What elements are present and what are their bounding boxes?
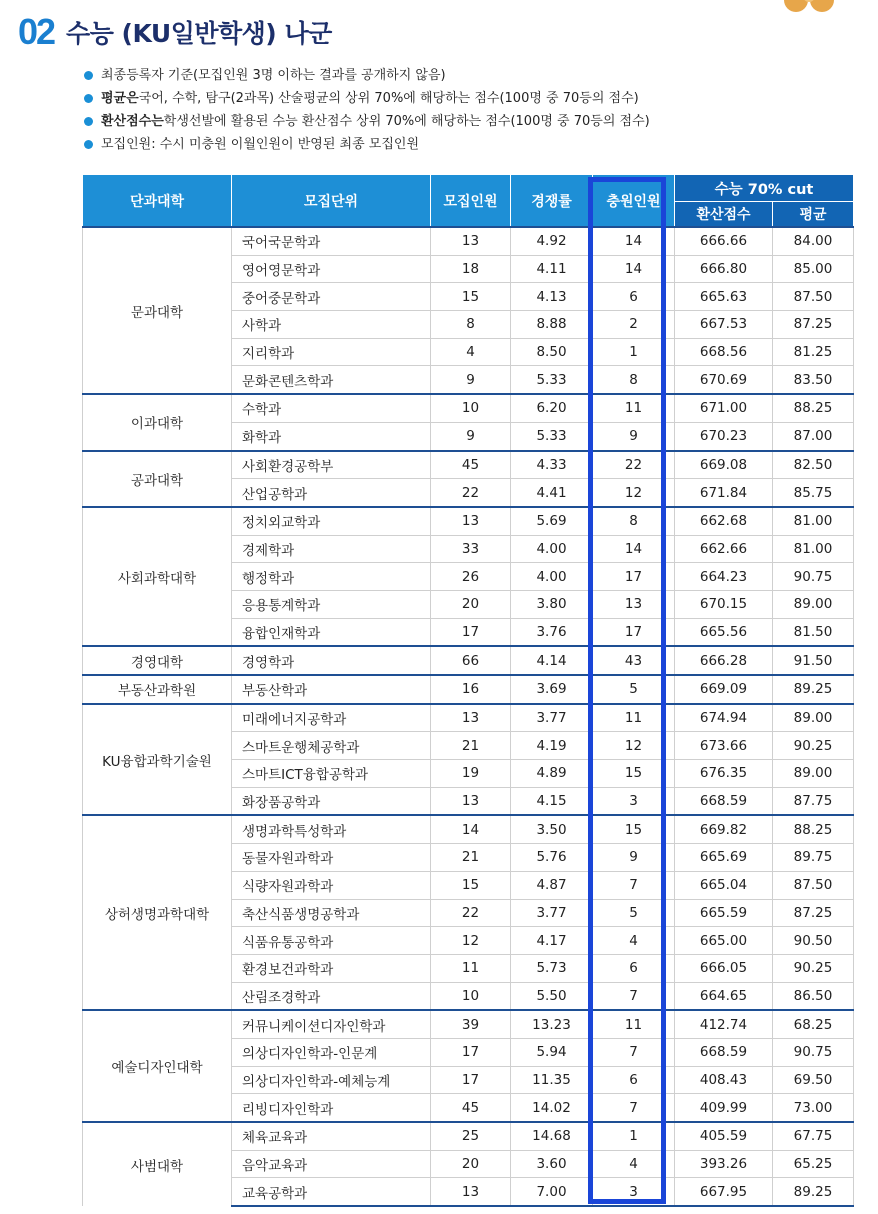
- mascot-icon: [782, 0, 838, 16]
- department-cell: 교육공학과: [232, 1178, 431, 1206]
- average-cell: 85.75: [773, 479, 854, 507]
- additional-cell: 13: [593, 590, 675, 618]
- competition-cell: 13.23: [511, 1010, 593, 1038]
- competition-cell: 5.76: [511, 844, 593, 872]
- converted-cell: 666.80: [675, 255, 773, 283]
- additional-cell: 3: [593, 1178, 675, 1206]
- competition-cell: 4.41: [511, 479, 593, 507]
- average-cell: 81.25: [773, 338, 854, 366]
- quota-cell: 13: [431, 787, 511, 815]
- converted-cell: 670.15: [675, 590, 773, 618]
- competition-cell: 4.14: [511, 646, 593, 675]
- additional-cell: 7: [593, 982, 675, 1010]
- bullet-icon: [84, 71, 93, 80]
- department-cell: 축산식품생명공학과: [232, 899, 431, 927]
- table-row: [83, 507, 854, 535]
- department-cell: 커뮤니케이션디자인학과: [232, 1010, 431, 1038]
- average-cell: 68.25: [773, 1010, 854, 1038]
- quota-cell: 33: [431, 535, 511, 563]
- additional-cell: 6: [593, 283, 675, 311]
- additional-cell: 12: [593, 732, 675, 760]
- quota-cell: 20: [431, 590, 511, 618]
- page-title: 수능 (KU일반학생) 나군: [66, 19, 332, 48]
- additional-cell: 8: [593, 366, 675, 394]
- average-cell: 81.50: [773, 618, 854, 646]
- quota-cell: 15: [431, 871, 511, 899]
- converted-cell: 412.74: [675, 1010, 773, 1038]
- average-cell: 90.25: [773, 954, 854, 982]
- department-cell: 의상디자인학과-인문계: [232, 1038, 431, 1066]
- additional-cell: 17: [593, 618, 675, 646]
- quota-cell: 45: [431, 1094, 511, 1122]
- header-converted: 환산점수: [675, 202, 773, 228]
- quota-cell: 17: [431, 618, 511, 646]
- table-row: [83, 394, 854, 422]
- quota-cell: 22: [431, 899, 511, 927]
- average-cell: 67.75: [773, 1122, 854, 1150]
- quota-cell: 10: [431, 394, 511, 422]
- note-item: 환산점수는 학생선발에 활용된 수능 환산점수 상위 70%에 해당하는 점수(100명 중 70등의 점수): [84, 110, 650, 133]
- department-cell: 중어중문학과: [232, 283, 431, 311]
- college-cell: 사회과학대학: [83, 507, 232, 646]
- average-cell: 84.00: [773, 227, 854, 255]
- converted-cell: 662.66: [675, 535, 773, 563]
- competition-cell: 5.50: [511, 982, 593, 1010]
- converted-cell: 664.65: [675, 982, 773, 1010]
- converted-cell: 665.69: [675, 844, 773, 872]
- table-row: [83, 675, 854, 704]
- header-college: 단과대학: [83, 175, 232, 228]
- department-cell: 생명과학특성학과: [232, 815, 431, 843]
- header-additional: 충원인원: [593, 175, 675, 228]
- department-cell: 스마트운행체공학과: [232, 732, 431, 760]
- converted-cell: 670.23: [675, 422, 773, 450]
- converted-cell: 666.05: [675, 954, 773, 982]
- additional-cell: 9: [593, 422, 675, 450]
- department-cell: 체육교육과: [232, 1122, 431, 1150]
- average-cell: 90.75: [773, 1038, 854, 1066]
- college-cell: 이과대학: [83, 394, 232, 450]
- competition-cell: 3.50: [511, 815, 593, 843]
- competition-cell: 6.20: [511, 394, 593, 422]
- competition-cell: 14.02: [511, 1094, 593, 1122]
- department-cell: 식품유통공학과: [232, 927, 431, 955]
- quota-cell: 26: [431, 563, 511, 591]
- average-cell: 82.50: [773, 451, 854, 479]
- additional-cell: 7: [593, 1038, 675, 1066]
- additional-cell: 1: [593, 338, 675, 366]
- quota-cell: 19: [431, 760, 511, 788]
- quota-cell: 10: [431, 982, 511, 1010]
- average-cell: 87.00: [773, 422, 854, 450]
- department-cell: 화학과: [232, 422, 431, 450]
- converted-cell: 665.63: [675, 283, 773, 311]
- competition-cell: 4.17: [511, 927, 593, 955]
- competition-cell: 4.00: [511, 563, 593, 591]
- competition-cell: 8.88: [511, 311, 593, 339]
- additional-cell: 2: [593, 311, 675, 339]
- competition-cell: 4.15: [511, 787, 593, 815]
- quota-cell: 22: [431, 479, 511, 507]
- converted-cell: 674.94: [675, 704, 773, 732]
- additional-cell: 14: [593, 535, 675, 563]
- quota-cell: 16: [431, 675, 511, 704]
- average-cell: 89.75: [773, 844, 854, 872]
- converted-cell: 662.68: [675, 507, 773, 535]
- quota-cell: 21: [431, 732, 511, 760]
- quota-cell: 45: [431, 451, 511, 479]
- average-cell: 89.00: [773, 590, 854, 618]
- average-cell: 87.25: [773, 311, 854, 339]
- quota-cell: 17: [431, 1038, 511, 1066]
- competition-cell: 4.19: [511, 732, 593, 760]
- additional-cell: 11: [593, 704, 675, 732]
- converted-cell: 673.66: [675, 732, 773, 760]
- competition-cell: 4.87: [511, 871, 593, 899]
- department-cell: 식량자원과학과: [232, 871, 431, 899]
- additional-cell: 12: [593, 479, 675, 507]
- department-cell: 지리학과: [232, 338, 431, 366]
- quota-cell: 13: [431, 1178, 511, 1206]
- competition-cell: 3.76: [511, 618, 593, 646]
- average-cell: 91.50: [773, 646, 854, 675]
- average-cell: 87.50: [773, 871, 854, 899]
- department-cell: 영어영문학과: [232, 255, 431, 283]
- competition-cell: 11.35: [511, 1066, 593, 1094]
- converted-cell: 671.84: [675, 479, 773, 507]
- competition-cell: 3.69: [511, 675, 593, 704]
- competition-cell: 4.33: [511, 451, 593, 479]
- quota-cell: 18: [431, 255, 511, 283]
- additional-cell: 4: [593, 1150, 675, 1178]
- section-number: 02: [18, 11, 55, 52]
- competition-cell: 5.94: [511, 1038, 593, 1066]
- additional-cell: 15: [593, 760, 675, 788]
- table-row: [83, 646, 854, 675]
- additional-cell: 11: [593, 1010, 675, 1038]
- quota-cell: 20: [431, 1150, 511, 1178]
- converted-cell: 665.04: [675, 871, 773, 899]
- additional-cell: 5: [593, 899, 675, 927]
- additional-cell: 8: [593, 507, 675, 535]
- average-cell: 90.50: [773, 927, 854, 955]
- results-table: [82, 174, 854, 1207]
- converted-cell: 666.66: [675, 227, 773, 255]
- department-cell: 정치외교학과: [232, 507, 431, 535]
- additional-cell: 11: [593, 394, 675, 422]
- quota-cell: 13: [431, 704, 511, 732]
- department-cell: 사학과: [232, 311, 431, 339]
- converted-cell: 670.69: [675, 366, 773, 394]
- table-row: [83, 704, 854, 732]
- additional-cell: 43: [593, 646, 675, 675]
- additional-cell: 7: [593, 871, 675, 899]
- average-cell: 90.25: [773, 732, 854, 760]
- average-cell: 73.00: [773, 1094, 854, 1122]
- quota-cell: 9: [431, 366, 511, 394]
- converted-cell: 665.59: [675, 899, 773, 927]
- bullet-icon: [84, 140, 93, 149]
- converted-cell: 409.99: [675, 1094, 773, 1122]
- header-quota: 모집인원: [431, 175, 511, 228]
- competition-cell: 3.77: [511, 899, 593, 927]
- quota-cell: 8: [431, 311, 511, 339]
- quota-cell: 25: [431, 1122, 511, 1150]
- average-cell: 86.50: [773, 982, 854, 1010]
- competition-cell: 4.11: [511, 255, 593, 283]
- additional-cell: 6: [593, 954, 675, 982]
- notes-list: [84, 64, 650, 156]
- header-average: 평균: [773, 202, 854, 228]
- quota-cell: 11: [431, 954, 511, 982]
- converted-cell: 669.82: [675, 815, 773, 843]
- department-cell: 수학과: [232, 394, 431, 422]
- department-cell: 스마트ICT융합공학과: [232, 760, 431, 788]
- department-cell: 사회환경공학부: [232, 451, 431, 479]
- department-cell: 경제학과: [232, 535, 431, 563]
- note-item: 모집인원: 수시 미충원 이월인원이 반영된 최종 모집인원: [84, 133, 650, 156]
- additional-cell: 14: [593, 255, 675, 283]
- competition-cell: 14.68: [511, 1122, 593, 1150]
- college-cell: 경영대학: [83, 646, 232, 675]
- average-cell: 89.25: [773, 675, 854, 704]
- table-row: [83, 227, 854, 255]
- table-row: [83, 1010, 854, 1038]
- department-cell: 문화콘텐츠학과: [232, 366, 431, 394]
- additional-cell: 17: [593, 563, 675, 591]
- table-row: [83, 451, 854, 479]
- competition-cell: 4.00: [511, 535, 593, 563]
- section-header: [18, 10, 332, 54]
- quota-cell: 15: [431, 283, 511, 311]
- converted-cell: 668.59: [675, 1038, 773, 1066]
- converted-cell: 665.56: [675, 618, 773, 646]
- additional-cell: 4: [593, 927, 675, 955]
- competition-cell: 4.92: [511, 227, 593, 255]
- college-cell: KU융합과학기술원: [83, 704, 232, 816]
- college-cell: 상허생명과학대학: [83, 815, 232, 1010]
- note-item: 최종등록자 기준(모집인원 3명 이하는 결과를 공개하지 않음): [84, 64, 650, 87]
- converted-cell: 669.09: [675, 675, 773, 704]
- quota-cell: 4: [431, 338, 511, 366]
- competition-cell: 4.13: [511, 283, 593, 311]
- department-cell: 의상디자인학과-예체능계: [232, 1066, 431, 1094]
- bullet-icon: [84, 94, 93, 103]
- quota-cell: 9: [431, 422, 511, 450]
- competition-cell: 5.33: [511, 422, 593, 450]
- college-cell: 사범대학: [83, 1122, 232, 1206]
- average-cell: 65.25: [773, 1150, 854, 1178]
- average-cell: 87.75: [773, 787, 854, 815]
- average-cell: 88.25: [773, 394, 854, 422]
- average-cell: 87.50: [773, 283, 854, 311]
- table-row: [83, 1122, 854, 1150]
- additional-cell: 14: [593, 227, 675, 255]
- department-cell: 부동산학과: [232, 675, 431, 704]
- competition-cell: 5.69: [511, 507, 593, 535]
- department-cell: 융합인재학과: [232, 618, 431, 646]
- department-cell: 경영학과: [232, 646, 431, 675]
- additional-cell: 5: [593, 675, 675, 704]
- average-cell: 81.00: [773, 535, 854, 563]
- average-cell: 85.00: [773, 255, 854, 283]
- average-cell: 69.50: [773, 1066, 854, 1094]
- department-cell: 환경보건과학과: [232, 954, 431, 982]
- additional-cell: 9: [593, 844, 675, 872]
- additional-cell: 3: [593, 787, 675, 815]
- quota-cell: 17: [431, 1066, 511, 1094]
- average-cell: 90.75: [773, 563, 854, 591]
- average-cell: 87.25: [773, 899, 854, 927]
- competition-cell: 5.33: [511, 366, 593, 394]
- department-cell: 화장품공학과: [232, 787, 431, 815]
- department-cell: 음악교육과: [232, 1150, 431, 1178]
- header-cut-group: 수능 70% cut: [675, 175, 854, 202]
- department-cell: 동물자원과학과: [232, 844, 431, 872]
- note-item: 평균은 국어, 수학, 탐구(2과목) 산술평균의 상위 70%에 해당하는 점수(100명 중 70등의 점수): [84, 87, 650, 110]
- additional-cell: 1: [593, 1122, 675, 1150]
- competition-cell: 3.60: [511, 1150, 593, 1178]
- department-cell: 산업공학과: [232, 479, 431, 507]
- college-cell: 예술디자인대학: [83, 1010, 232, 1122]
- department-cell: 응용통계학과: [232, 590, 431, 618]
- additional-cell: 6: [593, 1066, 675, 1094]
- converted-cell: 676.35: [675, 760, 773, 788]
- additional-cell: 7: [593, 1094, 675, 1122]
- converted-cell: 669.08: [675, 451, 773, 479]
- quota-cell: 13: [431, 227, 511, 255]
- department-cell: 산림조경학과: [232, 982, 431, 1010]
- competition-cell: 5.73: [511, 954, 593, 982]
- converted-cell: 408.43: [675, 1066, 773, 1094]
- average-cell: 89.00: [773, 704, 854, 732]
- college-cell: 문과대학: [83, 227, 232, 394]
- quota-cell: 13: [431, 507, 511, 535]
- converted-cell: 405.59: [675, 1122, 773, 1150]
- converted-cell: 668.59: [675, 787, 773, 815]
- competition-cell: 8.50: [511, 338, 593, 366]
- header-department: 모집단위: [232, 175, 431, 228]
- average-cell: 81.00: [773, 507, 854, 535]
- average-cell: 88.25: [773, 815, 854, 843]
- department-cell: 미래에너지공학과: [232, 704, 431, 732]
- converted-cell: 666.28: [675, 646, 773, 675]
- converted-cell: 671.00: [675, 394, 773, 422]
- quota-cell: 12: [431, 927, 511, 955]
- bullet-icon: [84, 117, 93, 126]
- competition-cell: 3.80: [511, 590, 593, 618]
- average-cell: 83.50: [773, 366, 854, 394]
- competition-cell: 3.77: [511, 704, 593, 732]
- competition-cell: 4.89: [511, 760, 593, 788]
- average-cell: 89.00: [773, 760, 854, 788]
- converted-cell: 667.95: [675, 1178, 773, 1206]
- header-competition: 경쟁률: [511, 175, 593, 228]
- converted-cell: 668.56: [675, 338, 773, 366]
- additional-cell: 15: [593, 815, 675, 843]
- converted-cell: 664.23: [675, 563, 773, 591]
- quota-cell: 14: [431, 815, 511, 843]
- quota-cell: 39: [431, 1010, 511, 1038]
- table-row: [83, 815, 854, 843]
- converted-cell: 667.53: [675, 311, 773, 339]
- competition-cell: 7.00: [511, 1178, 593, 1206]
- department-cell: 행정학과: [232, 563, 431, 591]
- additional-cell: 22: [593, 451, 675, 479]
- table-body: [83, 227, 854, 1206]
- converted-cell: 393.26: [675, 1150, 773, 1178]
- department-cell: 리빙디자인학과: [232, 1094, 431, 1122]
- quota-cell: 21: [431, 844, 511, 872]
- department-cell: 국어국문학과: [232, 227, 431, 255]
- college-cell: 부동산과학원: [83, 675, 232, 704]
- quota-cell: 66: [431, 646, 511, 675]
- average-cell: 89.25: [773, 1178, 854, 1206]
- converted-cell: 665.00: [675, 927, 773, 955]
- college-cell: 공과대학: [83, 451, 232, 507]
